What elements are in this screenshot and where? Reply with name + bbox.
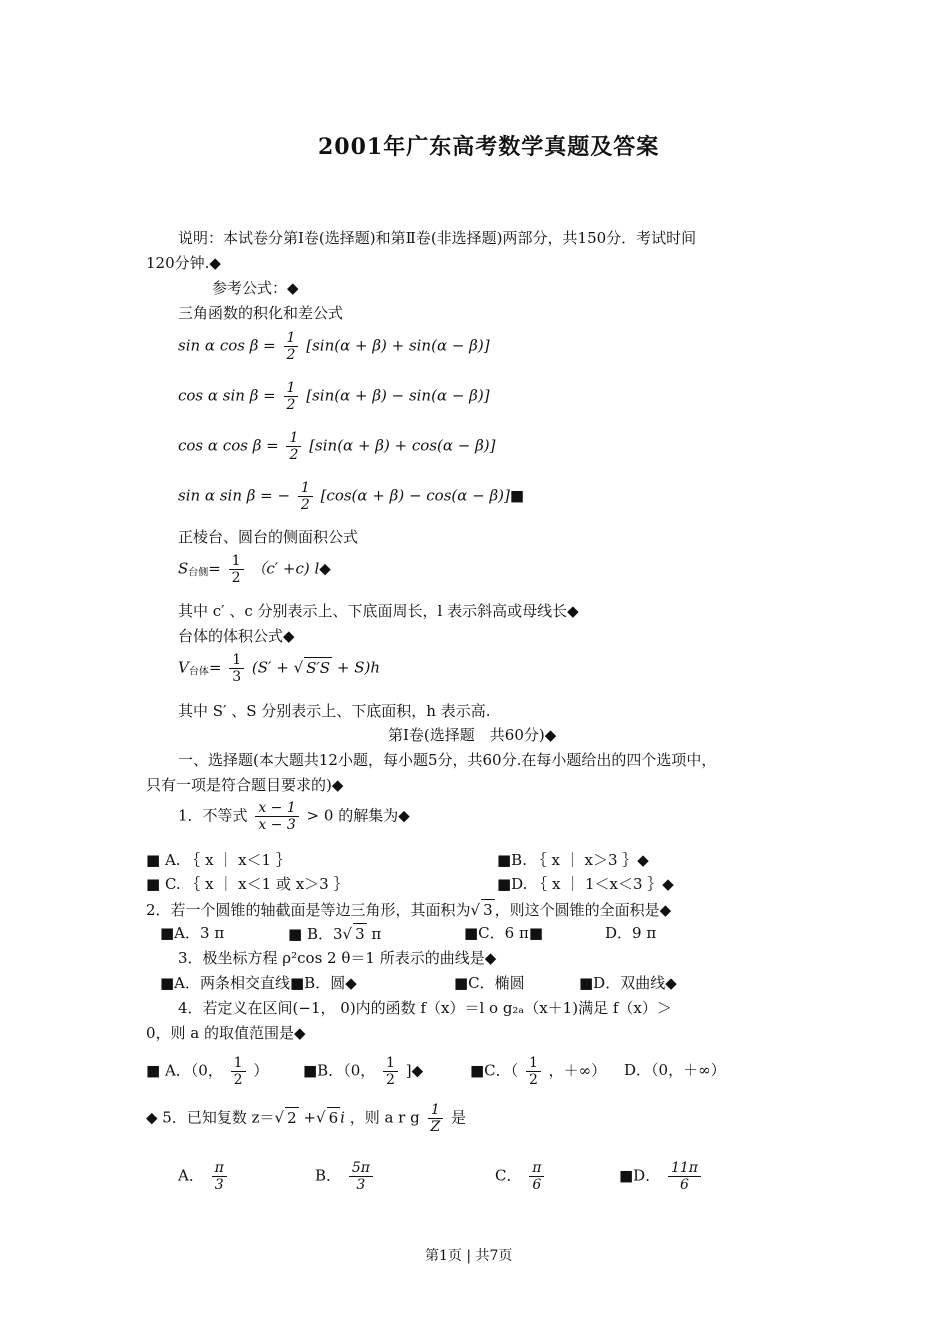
page-footer: 第1页 | 共7页 — [425, 1248, 513, 1264]
formula-1: sin α cos β = $\frac{1}{2}$ [sin(α + β) + sin(α − β)] — [178, 330, 490, 363]
question-1-option-b: ■B. ｛ x ｜ x＞3 ｝◆ — [497, 851, 649, 869]
question-2-option-c: ■C．6 π■ — [464, 924, 543, 942]
reference-label: 参考公式：◆ — [212, 279, 299, 297]
trig-heading: 三角函数的积化和差公式 — [178, 304, 344, 322]
part-1-heading: 第Ⅰ卷(选择题 共60分)◆ — [388, 726, 557, 744]
question-2-option-a: ■A．3 π — [160, 924, 225, 942]
question-5-stem: ◆ 5．已知复数 z＝√ 2 +√ 6 i ，则 a r g $\frac{1}{Z}$ 是 — [146, 1102, 467, 1135]
question-4-line-1: 4．若定义在区间(−1， 0)内的函数 f（x）＝l o g₂ₐ（x＋1)满足 f（x）＞ — [178, 999, 672, 1017]
question-3-option-d: ■D．双曲线◆ — [579, 974, 677, 992]
section-1-line-1: 一、选择题(本大题共12小题，每小题5分，共60分.在每小题给出的四个选项中， — [178, 751, 717, 769]
lateral-area-note: 其中 c′ 、c 分别表示上、下底面周长，l 表示斜高或母线长◆ — [178, 602, 579, 620]
question-5-option-a: A． $\frac{\pi}{3}$ — [178, 1160, 230, 1193]
intro-line-2: 120分钟.◆ — [146, 254, 221, 272]
question-4-option-b: ■B．（0， $\frac{1}{2}$ ]◆ — [303, 1055, 424, 1088]
question-4-line-2: 0，则 a 的取值范围是◆ — [146, 1024, 306, 1042]
volume-formula: $V_{台体}=$ $\frac{1}{3}$ (S′ + √ S′S + S)h — [178, 652, 380, 685]
question-1-option-d: ■D. ｛ x ｜ 1＜x＜3 ｝◆ — [497, 875, 674, 893]
question-3-option-c: ■C．椭圆 — [454, 974, 525, 992]
section-1-line-2: 只有一项是符合题目要求的)◆ — [146, 776, 344, 794]
intro-line-1: 说明：本试卷分第Ⅰ卷(选择题)和第Ⅱ卷(非选择题)两部分，共150分．考试时间 — [178, 229, 697, 247]
question-3-option-a-b: ■A．两条相交直线■B．圆◆ — [160, 974, 357, 992]
question-4-option-a: ■ A．（0， $\frac{1}{2}$ ） — [146, 1055, 269, 1088]
volume-note: 其中 S′ 、S 分别表示上、下底面积，h 表示高. — [178, 702, 491, 720]
volume-heading: 台体的体积公式◆ — [178, 627, 295, 645]
question-5-option-d: ■D． $\frac{11\pi}{6}$ — [619, 1160, 704, 1193]
frustum-heading: 正棱台、圆台的侧面积公式 — [178, 528, 359, 546]
question-2-option-d: D．9 π — [605, 924, 657, 942]
question-1-option-a: ■ A. ｛ x ｜ x＜1 ｝ — [146, 851, 291, 869]
question-3-stem: 3．极坐标方程 ρ²cos 2 θ＝1 所表示的曲线是◆ — [178, 949, 497, 967]
question-4-option-d: D．（0，＋∞） — [624, 1061, 726, 1079]
formula-2: cos α sin β = $\frac{1}{2}$ [sin(α + β) − sin(α − β)] — [178, 380, 490, 413]
question-5-option-b: B． $\frac{5\pi}{3}$ — [315, 1160, 376, 1193]
question-1-option-c: ■ C. ｛ x ｜ x＜1 或 x＞3 ｝ — [146, 875, 349, 893]
question-2-stem: 2．若一个圆锥的轴截面是等边三角形，其面积为√ 3 ，则这个圆锥的全面积是◆ — [146, 901, 672, 919]
question-2-option-b: ■ B．3√ 3 π — [288, 925, 382, 943]
question-4-option-c: ■C．（ $\frac{1}{2}$ ，＋∞） — [470, 1055, 607, 1088]
formula-4: sin α sin β = − $\frac{1}{2}$ [cos(α + β) − cos(α − β)]■ — [178, 480, 525, 513]
lateral-area-formula: $S_{台侧}=$ $\frac{1}{2}$ （c′ +c) l◆ — [178, 553, 331, 586]
page-title: 2001年广东高考数学真题及答案 — [318, 134, 660, 160]
formula-3: cos α cos β = $\frac{1}{2}$ [sin(α + β) + cos(α − β)] — [178, 430, 496, 463]
question-5-option-c: C． $\frac{\pi}{6}$ — [495, 1160, 547, 1193]
question-1-stem: 1．不等式 $\frac{x - 1}{x - 3}$ > 0 的解集为◆ — [178, 800, 410, 833]
